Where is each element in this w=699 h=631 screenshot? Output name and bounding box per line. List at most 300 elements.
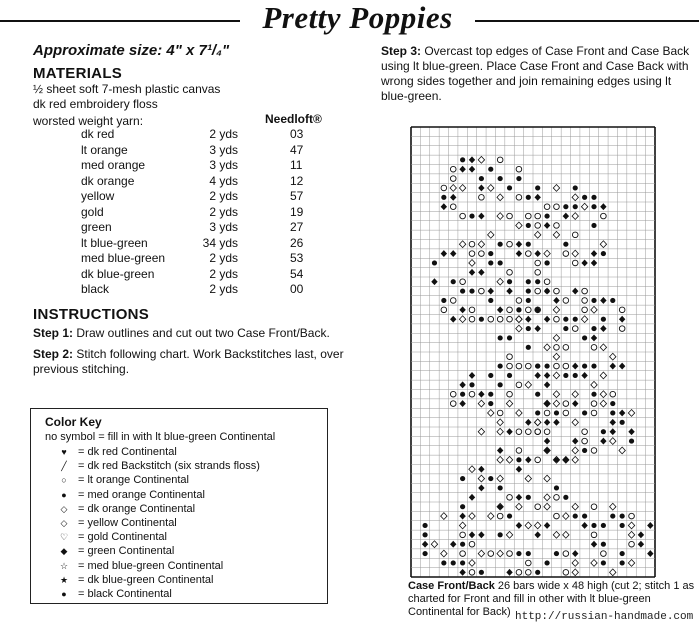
stitch-symbol: [544, 448, 549, 453]
yarn-amount: 34 yds: [202, 235, 238, 250]
stitch-symbol: [544, 372, 550, 379]
stitch-symbol: [544, 204, 550, 210]
stitch-symbol: [591, 401, 597, 407]
stitch-symbol: [450, 316, 456, 323]
stitch-symbol: [601, 523, 606, 528]
stitch-symbol: [601, 213, 607, 219]
stitch-symbol: [497, 419, 503, 426]
stitch-symbol: [498, 504, 503, 509]
stitch-symbol: [469, 288, 474, 293]
stitch-symbol: [591, 326, 596, 331]
key-symbol-icon: ☆: [59, 560, 69, 571]
stitch-symbol: [450, 541, 456, 548]
yarn-row: [33, 282, 363, 298]
yarn-number: 11: [290, 158, 303, 172]
stitch-symbol: [610, 438, 616, 445]
stitch-symbol: [572, 438, 578, 445]
stitch-symbol: [478, 550, 484, 557]
yarn-row: [33, 205, 363, 221]
yarn-amount: 4 yds: [209, 173, 238, 188]
stitch-symbol: [478, 531, 484, 538]
stitch-symbol: [526, 279, 531, 284]
stitch-symbol: [497, 456, 503, 463]
key-symbol-icon: ●: [61, 589, 67, 599]
stitch-symbol: [572, 550, 578, 557]
yarn-number: 57: [290, 189, 304, 203]
yarn-color: lt orange: [81, 142, 128, 157]
stitch-symbol: [526, 288, 531, 293]
stitch-symbol: [507, 279, 512, 284]
stitch-symbol: [553, 231, 559, 238]
stitch-symbol: [591, 523, 596, 528]
stitch-symbol: [498, 382, 503, 387]
stitch-symbol: [591, 392, 596, 397]
stitch-symbol: [563, 251, 569, 257]
stitch-symbol: [469, 316, 475, 322]
source-url: http://russian-handmade.com: [515, 611, 694, 623]
stitch-symbol: [526, 560, 532, 566]
stitch-symbol: [507, 241, 513, 247]
stitch-symbol: [516, 325, 522, 332]
stitch-symbol: [573, 373, 578, 378]
yarn-number: 27: [290, 220, 304, 234]
step-2: [33, 347, 363, 377]
stitch-symbol: [516, 307, 521, 312]
color-key-box: [30, 408, 328, 604]
step-3: [381, 44, 691, 104]
stitch-symbol: [572, 400, 578, 407]
stitch-symbol: [620, 551, 625, 556]
stitch-symbol: [554, 223, 560, 229]
stitch-symbol: [554, 410, 559, 415]
stitch-symbol: [479, 288, 485, 294]
stitch-symbol: [459, 306, 465, 313]
color-key-item: [56, 588, 172, 602]
stitch-symbol: [450, 176, 456, 182]
stitch-symbol: [620, 560, 625, 565]
key-symbol-icon: ◇: [60, 503, 68, 514]
stitch-symbol: [516, 457, 521, 462]
stitch-symbol: [526, 223, 531, 228]
stitch-symbol: [591, 250, 597, 257]
stitch-symbol: [479, 570, 484, 575]
caption-text: 26 bars wide x 48 high (cut 2; stitch 1 as charted for Front and fill in other with lt blue-green Continental for Back): [408, 580, 695, 618]
yarn-color: dk blue-green: [81, 266, 155, 281]
stitch-symbol: [572, 363, 578, 370]
title-banner: [0, 0, 699, 42]
stitch-symbol: [582, 363, 587, 368]
yarn-number: 03: [290, 127, 304, 141]
stitch-symbol: [507, 373, 512, 378]
stitch-symbol: [478, 213, 484, 220]
stitch-symbol: [610, 363, 616, 370]
stitch-symbol: [544, 410, 550, 416]
stitch-symbol: [610, 428, 616, 435]
needleloft-header: Needloft®: [265, 112, 322, 126]
stitch-symbol: [544, 288, 550, 295]
stitch-symbol: [591, 448, 597, 454]
step-3-label: Step 3:: [381, 44, 422, 58]
stitch-symbol: [544, 522, 550, 529]
step-1-text: Draw outlines and cut out two Case Front/Back.: [73, 325, 330, 340]
stitch-symbol: [600, 372, 606, 379]
stitch-symbol: [478, 485, 484, 492]
yarn-amount: 3 yds: [209, 142, 238, 157]
stitch-symbol: [459, 400, 465, 407]
stitch-symbol: [553, 297, 559, 304]
stitch-symbol: [535, 288, 541, 294]
key-description: = dk orange Continental: [78, 502, 196, 515]
stitch-symbol: [526, 363, 532, 369]
stitch-symbol: [572, 569, 578, 576]
step-2-label: Step 2:: [33, 346, 74, 361]
stitch-symbol: [525, 475, 531, 482]
stitch-symbol: [488, 298, 493, 303]
stitch-symbol: [507, 513, 512, 518]
stitch-symbol: [534, 372, 540, 379]
stitch-symbol: [479, 195, 485, 201]
stitch-symbol: [526, 251, 532, 257]
stitch-symbol: [563, 551, 569, 557]
stitch-symbol: [610, 419, 616, 426]
yarn-number: 54: [290, 266, 304, 281]
stitch-symbol: [619, 316, 625, 323]
stitch-symbol: [422, 523, 427, 528]
stitch-symbol: [432, 260, 437, 265]
stitch-symbol: [554, 485, 559, 490]
stitch-symbol: [469, 531, 475, 538]
stitch-symbol: [506, 400, 512, 407]
stitch-symbol: [516, 195, 522, 201]
stitch-symbol: [507, 495, 513, 501]
stitch-symbol: [572, 288, 578, 295]
key-symbol-icon: ●: [61, 489, 67, 500]
stitch-symbol: [572, 503, 578, 510]
stitch-symbol: [600, 344, 606, 351]
stitch-symbol: [469, 570, 475, 576]
stitch-symbol: [563, 513, 569, 520]
stitch-symbol: [638, 531, 644, 538]
stitch-symbol: [591, 345, 597, 351]
stitch-symbol: [469, 494, 475, 501]
stitch-symbol: [563, 363, 569, 369]
stitch-symbol: [498, 363, 503, 368]
instructions-heading: INSTRUCTIONS: [33, 305, 150, 323]
stitch-symbol: [572, 447, 578, 454]
stitch-symbol: [601, 542, 606, 547]
stitch-symbol: [488, 410, 494, 417]
stitch-symbol: [544, 344, 550, 351]
stitch-symbol: [441, 550, 447, 557]
stitch-symbol: [488, 392, 493, 397]
step-1: [33, 326, 363, 341]
stitch-symbol: [553, 531, 559, 538]
stitch-symbol: [544, 419, 550, 426]
stitch-symbol: [620, 523, 625, 528]
stitch-symbol: [526, 551, 531, 556]
stitch-symbol: [459, 513, 465, 520]
stitch-symbol: [431, 278, 437, 285]
stitch-symbol: [516, 222, 522, 229]
stitch-symbol: [563, 373, 568, 378]
stitch-symbol: [497, 475, 503, 482]
stitch-symbol: [582, 513, 587, 518]
stitch-symbol: [544, 381, 550, 388]
stitch-symbol: [488, 401, 493, 406]
stitch-symbol: [450, 194, 456, 201]
color-key-item: [56, 446, 177, 460]
stitch-symbol: [554, 551, 559, 556]
stitch-symbol: [535, 363, 540, 368]
stitch-symbol: [600, 391, 606, 398]
color-key-item: [56, 474, 189, 488]
color-key-item: [56, 460, 260, 474]
yarn-row: [33, 143, 363, 159]
stitch-symbol: [610, 401, 615, 406]
stitch-symbol: [478, 185, 484, 192]
stitch-symbol: [619, 307, 625, 313]
stitch-symbol: [572, 232, 578, 238]
stitch-symbol: [451, 560, 456, 565]
stitch-symbol: [507, 354, 513, 360]
stitch-symbol: [591, 504, 597, 510]
stitch-symbol: [544, 213, 549, 218]
color-key-item: [56, 489, 205, 503]
stitch-symbol: [459, 381, 465, 388]
stitch-symbol: [459, 241, 465, 248]
stitch-symbol: [535, 213, 541, 219]
stitch-symbol: [535, 410, 540, 415]
stitch-symbol: [478, 269, 484, 276]
stitch-symbol: [422, 551, 427, 556]
key-symbol-icon: ◇: [60, 518, 68, 528]
stitch-symbol: [619, 410, 625, 417]
stitch-symbol: [460, 213, 466, 219]
stitch-symbol: [451, 279, 456, 284]
stitch-symbol: [554, 495, 560, 501]
yarn-row: [33, 127, 363, 143]
stitch-symbol: [600, 203, 606, 210]
stitch-symbol: [507, 551, 513, 557]
stitch-symbol: [506, 531, 512, 538]
color-key-title: Color Key: [45, 415, 102, 429]
stitch-symbol: [497, 428, 503, 435]
step-2-text: Stitch following chart. Work Backstitches last, over previous stitching.: [33, 346, 344, 376]
stitch-symbol: [582, 288, 588, 294]
yarn-color: lt blue-green: [81, 235, 148, 250]
stitch-symbol: [572, 194, 578, 201]
stitch-symbol: [535, 270, 541, 276]
stitch-symbol: [450, 204, 456, 210]
stitch-symbol: [469, 213, 474, 218]
yarn-row: [33, 267, 363, 283]
stitch-symbol: [534, 419, 540, 426]
stitch-symbol: [516, 551, 521, 556]
stitch-symbol: [572, 391, 578, 398]
right-column: [381, 44, 691, 104]
stitch-symbol: [535, 504, 541, 510]
approximate-size: Approximate size: 4" x 7¹/₄": [33, 42, 230, 59]
stitch-symbol: [563, 317, 568, 322]
stitch-symbol: [526, 570, 532, 576]
chart-grid: [411, 127, 655, 577]
left-column: [33, 40, 363, 377]
stitch-symbol: [488, 373, 493, 378]
stitch-symbol: [469, 513, 475, 520]
stitch-symbol: [628, 428, 634, 435]
color-key-item: [56, 531, 167, 545]
yarn-amount: 2 yds: [209, 282, 238, 296]
stitch-symbol: [516, 522, 522, 529]
key-description: = gold Continental: [78, 531, 167, 544]
yarn-number: 12: [290, 173, 304, 188]
stitch-symbol: [488, 513, 494, 520]
yarn-row: [33, 174, 363, 190]
stitch-symbol: [544, 503, 550, 510]
key-description: = lt orange Continental: [78, 474, 189, 487]
stitch-symbol: [600, 400, 606, 407]
stitch-symbol: [544, 438, 550, 445]
stitch-symbol: [526, 345, 531, 350]
stitch-symbol: [544, 494, 550, 501]
color-key-item: [56, 517, 177, 531]
stitch-symbol: [459, 522, 465, 529]
chart-symbols: [422, 156, 654, 575]
stitch-symbol: [601, 429, 606, 434]
key-symbol-icon: ♡: [59, 532, 69, 543]
stitch-symbol: [629, 541, 635, 547]
stitch-symbol: [591, 306, 597, 313]
stitch-symbol: [469, 560, 475, 567]
stitch-symbol: [563, 326, 568, 331]
stitch-chart: [410, 126, 656, 578]
stitch-symbol: [582, 335, 587, 340]
stitch-symbol: [591, 204, 596, 209]
stitch-symbol: [581, 316, 587, 323]
stitch-symbol: [591, 335, 597, 342]
stitch-symbol: [441, 250, 447, 257]
stitch-symbol: [544, 316, 550, 323]
stitch-symbol: [526, 326, 531, 331]
stitch-symbol: [572, 560, 578, 567]
stitch-symbol: [422, 541, 428, 548]
stitch-symbol: [525, 419, 531, 426]
stitch-symbol: [601, 251, 606, 256]
stitch-symbol: [450, 298, 456, 304]
stitch-symbol: [554, 316, 560, 322]
stitch-symbol: [610, 569, 616, 576]
stitch-symbol: [526, 195, 531, 200]
stitch-symbol: [534, 231, 540, 238]
stitch-symbol: [478, 391, 484, 398]
stitch-symbol: [563, 401, 569, 407]
stitch-symbol: [582, 298, 588, 304]
stitch-symbol: [647, 522, 653, 529]
stitch-symbol: [469, 391, 475, 397]
materials-line: worsted weight yarn:: [33, 114, 144, 128]
key-description: = dk red Continental: [78, 446, 177, 458]
stitch-symbol: [497, 513, 503, 519]
stitch-symbol: [488, 288, 494, 295]
stitch-symbol: [498, 260, 503, 265]
stitch-symbol: [638, 541, 644, 548]
yarn-list: [33, 127, 363, 298]
stitch-symbol: [628, 410, 634, 417]
stitch-symbol: [516, 570, 522, 576]
stitch-symbol: [507, 213, 513, 219]
stitch-symbol: [563, 570, 569, 576]
stitch-symbol: [544, 279, 550, 285]
stitch-symbol: [459, 166, 465, 173]
yarn-number: 47: [290, 142, 304, 157]
stitch-symbol: [572, 213, 578, 220]
stitch-symbol: [581, 260, 587, 267]
stitch-symbol: [460, 560, 465, 565]
stitch-symbol: [601, 317, 606, 322]
stitch-symbol: [516, 166, 522, 172]
yarn-color: dk orange: [81, 173, 135, 188]
key-description: = med blue-green Continental: [78, 559, 224, 572]
stitch-symbol: [553, 185, 559, 192]
stitch-symbol: [573, 185, 578, 190]
key-description: = black Continental: [78, 588, 172, 600]
stitch-symbol: [544, 560, 549, 565]
stitch-symbol: [450, 185, 456, 192]
stitch-symbol: [610, 353, 616, 360]
stitch-symbol: [460, 504, 465, 509]
yarn-number: 00: [290, 282, 304, 296]
yarn-header-row: [33, 112, 363, 127]
stitch-symbol: [581, 522, 587, 529]
stitch-symbol: [591, 195, 596, 200]
key-description: = dk blue-green Continental: [78, 573, 214, 586]
stitch-symbol: [450, 401, 456, 407]
stitch-symbol: [563, 495, 568, 500]
stitch-symbol: [498, 485, 503, 490]
stitch-symbol: [534, 531, 540, 538]
stitch-symbol: [553, 306, 559, 313]
yarn-color: yellow: [81, 189, 115, 203]
stitch-symbol: [563, 298, 569, 304]
stitch-symbol: [469, 372, 475, 379]
yarn-row: [33, 251, 363, 267]
stitch-symbol: [544, 475, 550, 482]
stitch-symbol: [582, 410, 587, 415]
stitch-symbol: [544, 400, 550, 407]
stitch-symbol: [460, 551, 466, 557]
stitch-symbol: [591, 560, 597, 567]
stitch-symbol: [497, 550, 503, 557]
stitch-symbol: [619, 363, 625, 370]
key-symbol-icon: ◆: [60, 546, 68, 557]
step-1-label: Step 1:: [33, 325, 74, 340]
stitch-symbol: [544, 363, 549, 368]
stitch-symbol: [498, 242, 503, 247]
stitch-symbol: [488, 167, 493, 172]
stitch-symbol: [591, 381, 597, 388]
stitch-symbol: [563, 345, 569, 351]
color-key-item: [56, 560, 223, 574]
stitch-symbol: [431, 541, 437, 548]
stitch-symbol: [535, 429, 541, 435]
stitch-symbol: [460, 392, 465, 397]
stitch-symbol: [497, 213, 503, 220]
stitch-symbol: [441, 513, 447, 520]
stitch-symbol: [582, 438, 588, 444]
stitch-symbol: [516, 382, 522, 388]
stitch-symbol: [479, 176, 484, 181]
stitch-symbol: [591, 223, 596, 228]
